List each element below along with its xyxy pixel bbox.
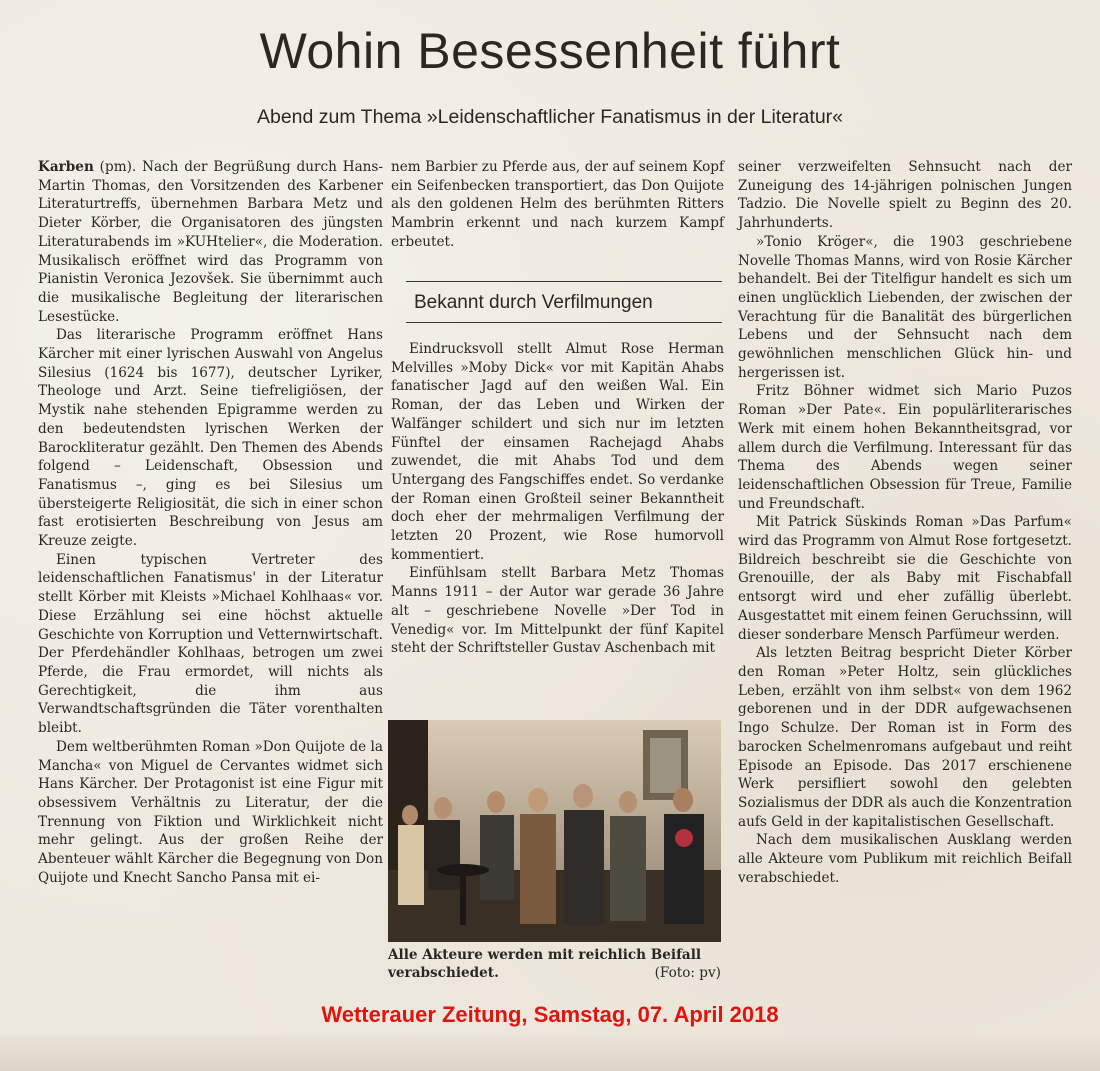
paragraph: Dem weltberühmten Roman »Don Quijote de la Mancha« von Miguel de Cervantes widmet sich Hans Kärcher. Der Protagonist ist eine Figur mit obsessivem Verhältnis zu Literatur, der die Trennung von Fiktion und Wirklichkeit nicht mehr gelingt. Aus der großen Reihe der Abenteuer wählt Kärcher die Begegnung von Don Quijote und Knecht Sancho Pansa mit ei- xyxy=(38,738,383,886)
paragraph: Einfühlsam stellt Barbara Metz Thomas Manns 1911 – der Autor war gerade 36 Jahre alt – geschriebene Novelle »Der Tod in Venedig« vor. Im Mittelpunkt der fünf Kapitel steht der Schriftsteller Gustav Aschenbach mit xyxy=(391,565,724,657)
paragraph: Eindrucksvoll stellt Almut Rose Herman Melvilles »Moby Dick« vor mit Kapitän Ahabs fanatischer Jagd auf den weißen Wal. Ein Roman, der das Leben und Wirken der Walfänger schildert und sich nur im letzten Fünftel der einsamen Rachejagd Ahabs zuwendet, die mit Ahabs Tod und dem Untergang des Fangschiffes endet. So verdanke der Roman einen Großteil seiner Bekanntheit doch eher der mehrmaligen Verfilmung der letzten 20 Prozent, wie Rose humorvoll kommentiert. xyxy=(391,341,724,563)
article-photo xyxy=(388,720,721,942)
article-column-3 xyxy=(738,158,1072,887)
paragraph: Fritz Böhner widmet sich Mario Puzos Roman »Der Pate«. Ein populärliterarisches Werk mit einem hohen Bekanntheitsgrad, vor allem durch die Verfilmung. Interessant für das Thema des Abends wegen seiner leidenschaftlichen Obsession für Treue, Familie und Freundschaft. xyxy=(738,383,1072,512)
section-heading: Bekannt durch Verfilmungen xyxy=(406,281,722,323)
paragraph: Nach dem musikalischen Ausklang werden alle Akteure vom Publikum mit reichlich Beifall verabschiedet. xyxy=(738,832,1072,886)
source-footer: Wetterauer Zeitung, Samstag, 07. April 2018 xyxy=(321,1002,779,1027)
paragraph: Das literarische Programm eröffnet Hans Kärcher mit einer lyrischen Auswahl von Angelus Silesius (1624 bis 1677), deutscher Lyriker, Theologe und Arzt. Seine tiefreligiösen, der Mystik nahe stehenden Epigramme werden zu den bedeutendsten lyrischen Werken der Barockliteratur gezählt. Den Themen des Abends folgend – Leidenschaft, Obsession und Fanatismus –, ging es bei Silesius um übersteigerte Religiosität, die sich in einer schon fast erotisierten Beschreibung von Jesus am Kreuze zeigte. xyxy=(38,327,383,550)
dateline: Karben xyxy=(38,159,94,175)
paragraph: Mit Patrick Süskinds Roman »Das Parfum« wird das Programm von Almut Rose fortgesetzt. Bildreich beschreibt sie die Geschichte von Grenouille, der als Baby mit Fischabfall entsorgt wird und eher zufällig überlebt. Ausgestattet mit einem feinen Geruchssinn, will dieser sonderbare Mensch Parfümeur werden. xyxy=(738,514,1072,643)
article-column-2-continued xyxy=(391,340,724,658)
paragraph-text: (pm). Nach der Begrüßung durch Hans-Martin Thomas, den Vorsitzenden des Karbener Literaturtreffs, übernehmen Barbara Metz und Dieter Körber, die Organisatoren des jüngsten Literaturabends im »KUHtelier«, die Moderation. Musikalisch eröffnet wird das Programm von Pianistin Veronica Jezovšek. Sie übernimmt auch die musikalische Begleitung der literarischen Lesestücke. xyxy=(38,159,383,325)
paragraph: seiner verzweifelten Sehnsucht nach der Zuneigung des 14-jährigen polnischen Jungen Tadzio. Die Novelle spielt zu Beginn des 20. Jahrhunderts. xyxy=(738,159,1072,232)
photo-credit: (Foto: pv) xyxy=(654,965,721,981)
article-column-1 xyxy=(38,158,383,887)
paragraph xyxy=(38,158,383,326)
caption-text: Alle Akteure werden mit reichlich Beifall verabschiedet. xyxy=(388,947,702,981)
paragraph: »Tonio Kröger«, die 1903 geschriebene Novelle Thomas Manns, wird von Rosie Kärcher behandelt. Bei der Titelfigur handelt es sich um einen unglücklich Liebenden, der zwischen der Verachtung für die Banalität des bürgerlichen Lebens und der Sehnsucht nach dem gewöhnlichen menschlichen Glück hin- und hergerissen ist. xyxy=(738,233,1072,381)
paragraph: Als letzten Beitrag bespricht Dieter Körber den Roman »Peter Holtz, sein glückliches Leben, erzählt von ihm selbst« von dem 1962 geborenen und in der DDR aufgewachsenen Ingo Schulze. Der Roman ist in Form des barocken Schelmenromans aufgebaut und reiht Episode an Episode. Das 2017 erschienene Werk persifliert sowohl den gelebten Sozialismus der DDR als auch die Konzentration aufs Geld in der kapitalistischen Gesellschaft. xyxy=(738,645,1072,830)
photo-caption xyxy=(388,946,721,982)
article-column-2 xyxy=(391,158,724,252)
paragraph: nem Barbier zu Pferde aus, der auf seinem Kopf ein Seifenbecken transportiert, das Don Quijote als den goldenen Helm des berühmten Ritters Mambrin erkennt und nach kurzem Kampf erbeutet. xyxy=(391,159,724,250)
paper-fold-edge xyxy=(0,1035,1100,1071)
article-headline: Wohin Besessenheit führt xyxy=(259,23,841,79)
photo-illustration xyxy=(388,720,721,942)
article-subheadline: Abend zum Thema »Leidenschaftlicher Fanatismus in der Literatur« xyxy=(256,106,844,128)
paragraph: Einen typischen Vertreter des leidenschaftlichen Fanatismus' in der Literatur stellt Körber mit Kleists »Michael Kohlhaas« vor. Diese Erzählung sei eine höchst aktuelle Geschichte von Korruption und Vetternwirtschaft. Der Pferdehändler Kohlhaas, betrogen um zwei Pferde, die Frau ermordet, will nichts als Gerechtigkeit, die ihm aus Verwandtschaftsgründen die Täter vorenthalten bleibt. xyxy=(38,551,383,737)
